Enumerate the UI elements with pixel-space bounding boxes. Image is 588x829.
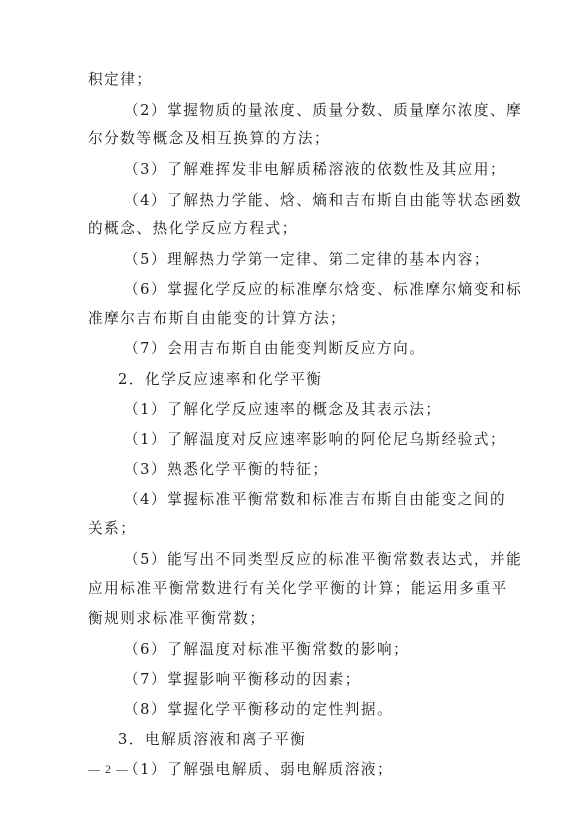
text-line: 积定律； bbox=[88, 71, 153, 88]
text-line: （1）了解温度对反应速率影响的阿伦尼乌斯经验式； bbox=[124, 431, 507, 448]
text-line: （5）能写出不同类型反应的标准平衡常数表达式，并能 bbox=[124, 551, 523, 568]
section-heading: 2．化学反应速率和化学平衡 bbox=[118, 371, 323, 388]
text-line: （7）会用吉布斯自由能变判断反应方向。 bbox=[124, 340, 426, 357]
text-line: （6）掌握化学反应的标准摩尔焓变、标准摩尔熵变和标 bbox=[124, 281, 523, 298]
page-number: — 2 — bbox=[88, 762, 129, 776]
text-line: 衡规则求标准平衡常数； bbox=[88, 610, 266, 627]
text-line: （4）了解热力学能、焓、熵和吉布斯自由能等状态函数 bbox=[124, 192, 523, 209]
text-line: 尔分数等概念及相互换算的方法； bbox=[88, 130, 331, 147]
text-line: （1）了解化学反应速率的概念及其表示法； bbox=[124, 401, 442, 418]
text-line: （1）了解强电解质、弱电解质溶液； bbox=[124, 761, 394, 778]
text-line: 关系； bbox=[88, 520, 137, 537]
text-line: 的概念、热化学反应方程式； bbox=[88, 220, 298, 237]
text-line: 应用标准平衡常数进行有关化学平衡的计算；能运用多重平 bbox=[88, 580, 508, 597]
text-line: （6）了解温度对标准平衡常数的影响； bbox=[124, 641, 410, 658]
text-line: （4）掌握标准平衡常数和标准吉布斯自由能变之间的 bbox=[124, 491, 507, 508]
text-line: （3）熟悉化学平衡的特征； bbox=[124, 461, 329, 478]
text-line: （5）理解热力学第一定律、第二定律的基本内容； bbox=[124, 251, 490, 268]
text-line: 准摩尔吉布斯自由能变的计算方法； bbox=[88, 310, 347, 327]
text-line: （2）掌握物质的量浓度、质量分数、质量摩尔浓度、摩 bbox=[124, 102, 523, 119]
text-line: （8）掌握化学平衡移动的定性判据。 bbox=[124, 701, 394, 718]
text-line: （7）掌握影响平衡移动的因素； bbox=[124, 671, 361, 688]
section-heading: 3．电解质溶液和离子平衡 bbox=[118, 731, 307, 748]
text-line: （3）了解难挥发非电解质稀溶液的依数性及其应用； bbox=[124, 161, 507, 178]
